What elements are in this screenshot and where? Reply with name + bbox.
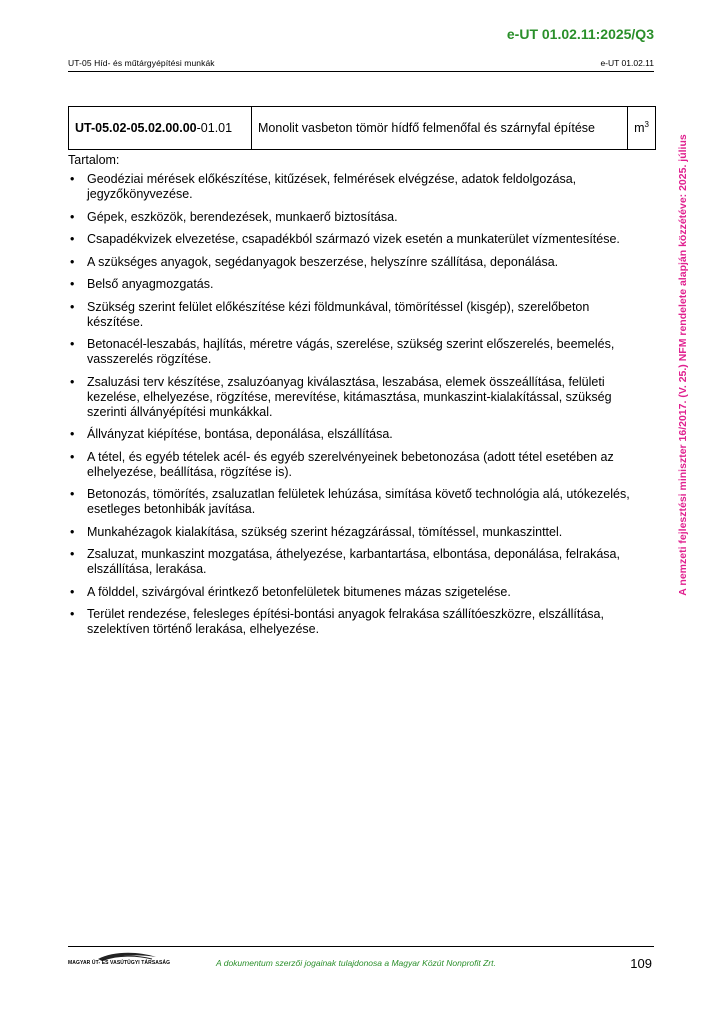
item-unit-cell (628, 107, 656, 150)
item-code-suffix: -01.01 (196, 121, 233, 135)
content-list (68, 172, 640, 645)
list-item: • A földdel, szivárgóval érintkező betonfelületek bitumenes mázas szigetelése. (68, 585, 640, 600)
copyright-notice: A dokumentum szerzői jogainak tulajdonosa a Magyar Közút Nonprofit Zrt. (216, 958, 496, 968)
list-item: • Zsaluzási terv készítése, zsaluzóanyag kiválasztása, leszabása, elemek összeállítása, felületi kezelése, elhelyezése, rögzítése, merevítése, kitámasztása, munkaszint-kialakítással, szükség szerinti állványépítési munkákkal. (68, 375, 640, 420)
item-code-main: UT-05.02-05.02.00.00 (75, 121, 197, 135)
list-item: • Betonozás, tömörítés, zsaluzatlan felületek lehúzása, simítása követő technológia alá, utókezelés, esetleges betonhibák javítása. (68, 487, 640, 517)
document-code: e-UT 01.02.11:2025/Q3 (506, 26, 654, 42)
list-item: • Állványzat kiépítése, bontása, deponálása, elszállítása. (68, 427, 640, 442)
content-label: Tartalom: (68, 153, 120, 167)
list-item: • Zsaluzat, munkaszint mozgatása, áthelyezése, karbantartása, elbontása, deponálása, felrakása, elszállítása, lerakása. (68, 547, 640, 577)
list-item: • Munkahézagok kialakítása, szükség szerint hézagzárással, tömítéssel, munkaszinttel. (68, 525, 640, 540)
unit-exponent: 3 (644, 120, 649, 130)
list-item: • Betonacél-leszabás, hajlítás, méretre vágás, szerelése, szükség szerint előszerelés, beemelés, vasszerelés rögzítése. (68, 337, 640, 367)
item-table (68, 106, 656, 150)
list-item: • Geodéziai mérések előkészítése, kitűzések, felmérések elvégzése, adatok feldolgozása, jegyzőkönyvezése. (68, 172, 640, 202)
list-item: • Terület rendezése, felesleges építési-bontási anyagok felrakása szállítóeszközre, elszállítása, szelektíven történő lerakása, elhelyezése. (68, 607, 640, 637)
list-item: • A szükséges anyagok, segédanyagok beszerzése, helyszínre szállítása, deponálása. (68, 255, 640, 270)
running-header (68, 58, 654, 72)
page-number: 109 (630, 956, 652, 971)
item-code-cell (69, 107, 252, 150)
running-header-left: UT-05 Híd- és műtárgyépítési munkák (68, 58, 215, 68)
logo-text: MAGYAR ÚT- ÉS VASÚTÜGYI TÁRSASÁG (68, 960, 171, 966)
list-item: • Gépek, eszközök, berendezések, munkaerő biztosítása. (68, 210, 640, 225)
unit-base: m (634, 121, 645, 136)
running-header-right: e-UT 01.02.11 (600, 58, 654, 68)
footer-divider (68, 946, 654, 947)
list-item: • Csapadékvizek elvezetése, csapadékból származó vizek esetén a munkaterület vízmentesítése. (68, 232, 640, 247)
side-publication-note-text: A nemzeti fejlesztési miniszter 16/2017. (V. 25.) NFM rendelete alapján közzétéve: 2025. július (677, 134, 689, 596)
list-item: • Szükség szerint felület előkészítése kézi földmunkával, tömörítéssel (kisgép), szerelőbeton készítése. (68, 300, 640, 330)
side-publication-note (668, 95, 698, 635)
list-item: • A tétel, és egyéb tételek acél- és egyéb szerelvényeinek bebetonozása (adott tétel esetében az elhelyezése, beállítása, rögzítése is). (68, 450, 640, 480)
list-item: • Belső anyagmozgatás. (68, 277, 640, 292)
item-title-cell: Monolit vasbeton tömör hídfő felmenőfal és szárnyfal építése (252, 107, 628, 150)
item-row (69, 107, 656, 150)
